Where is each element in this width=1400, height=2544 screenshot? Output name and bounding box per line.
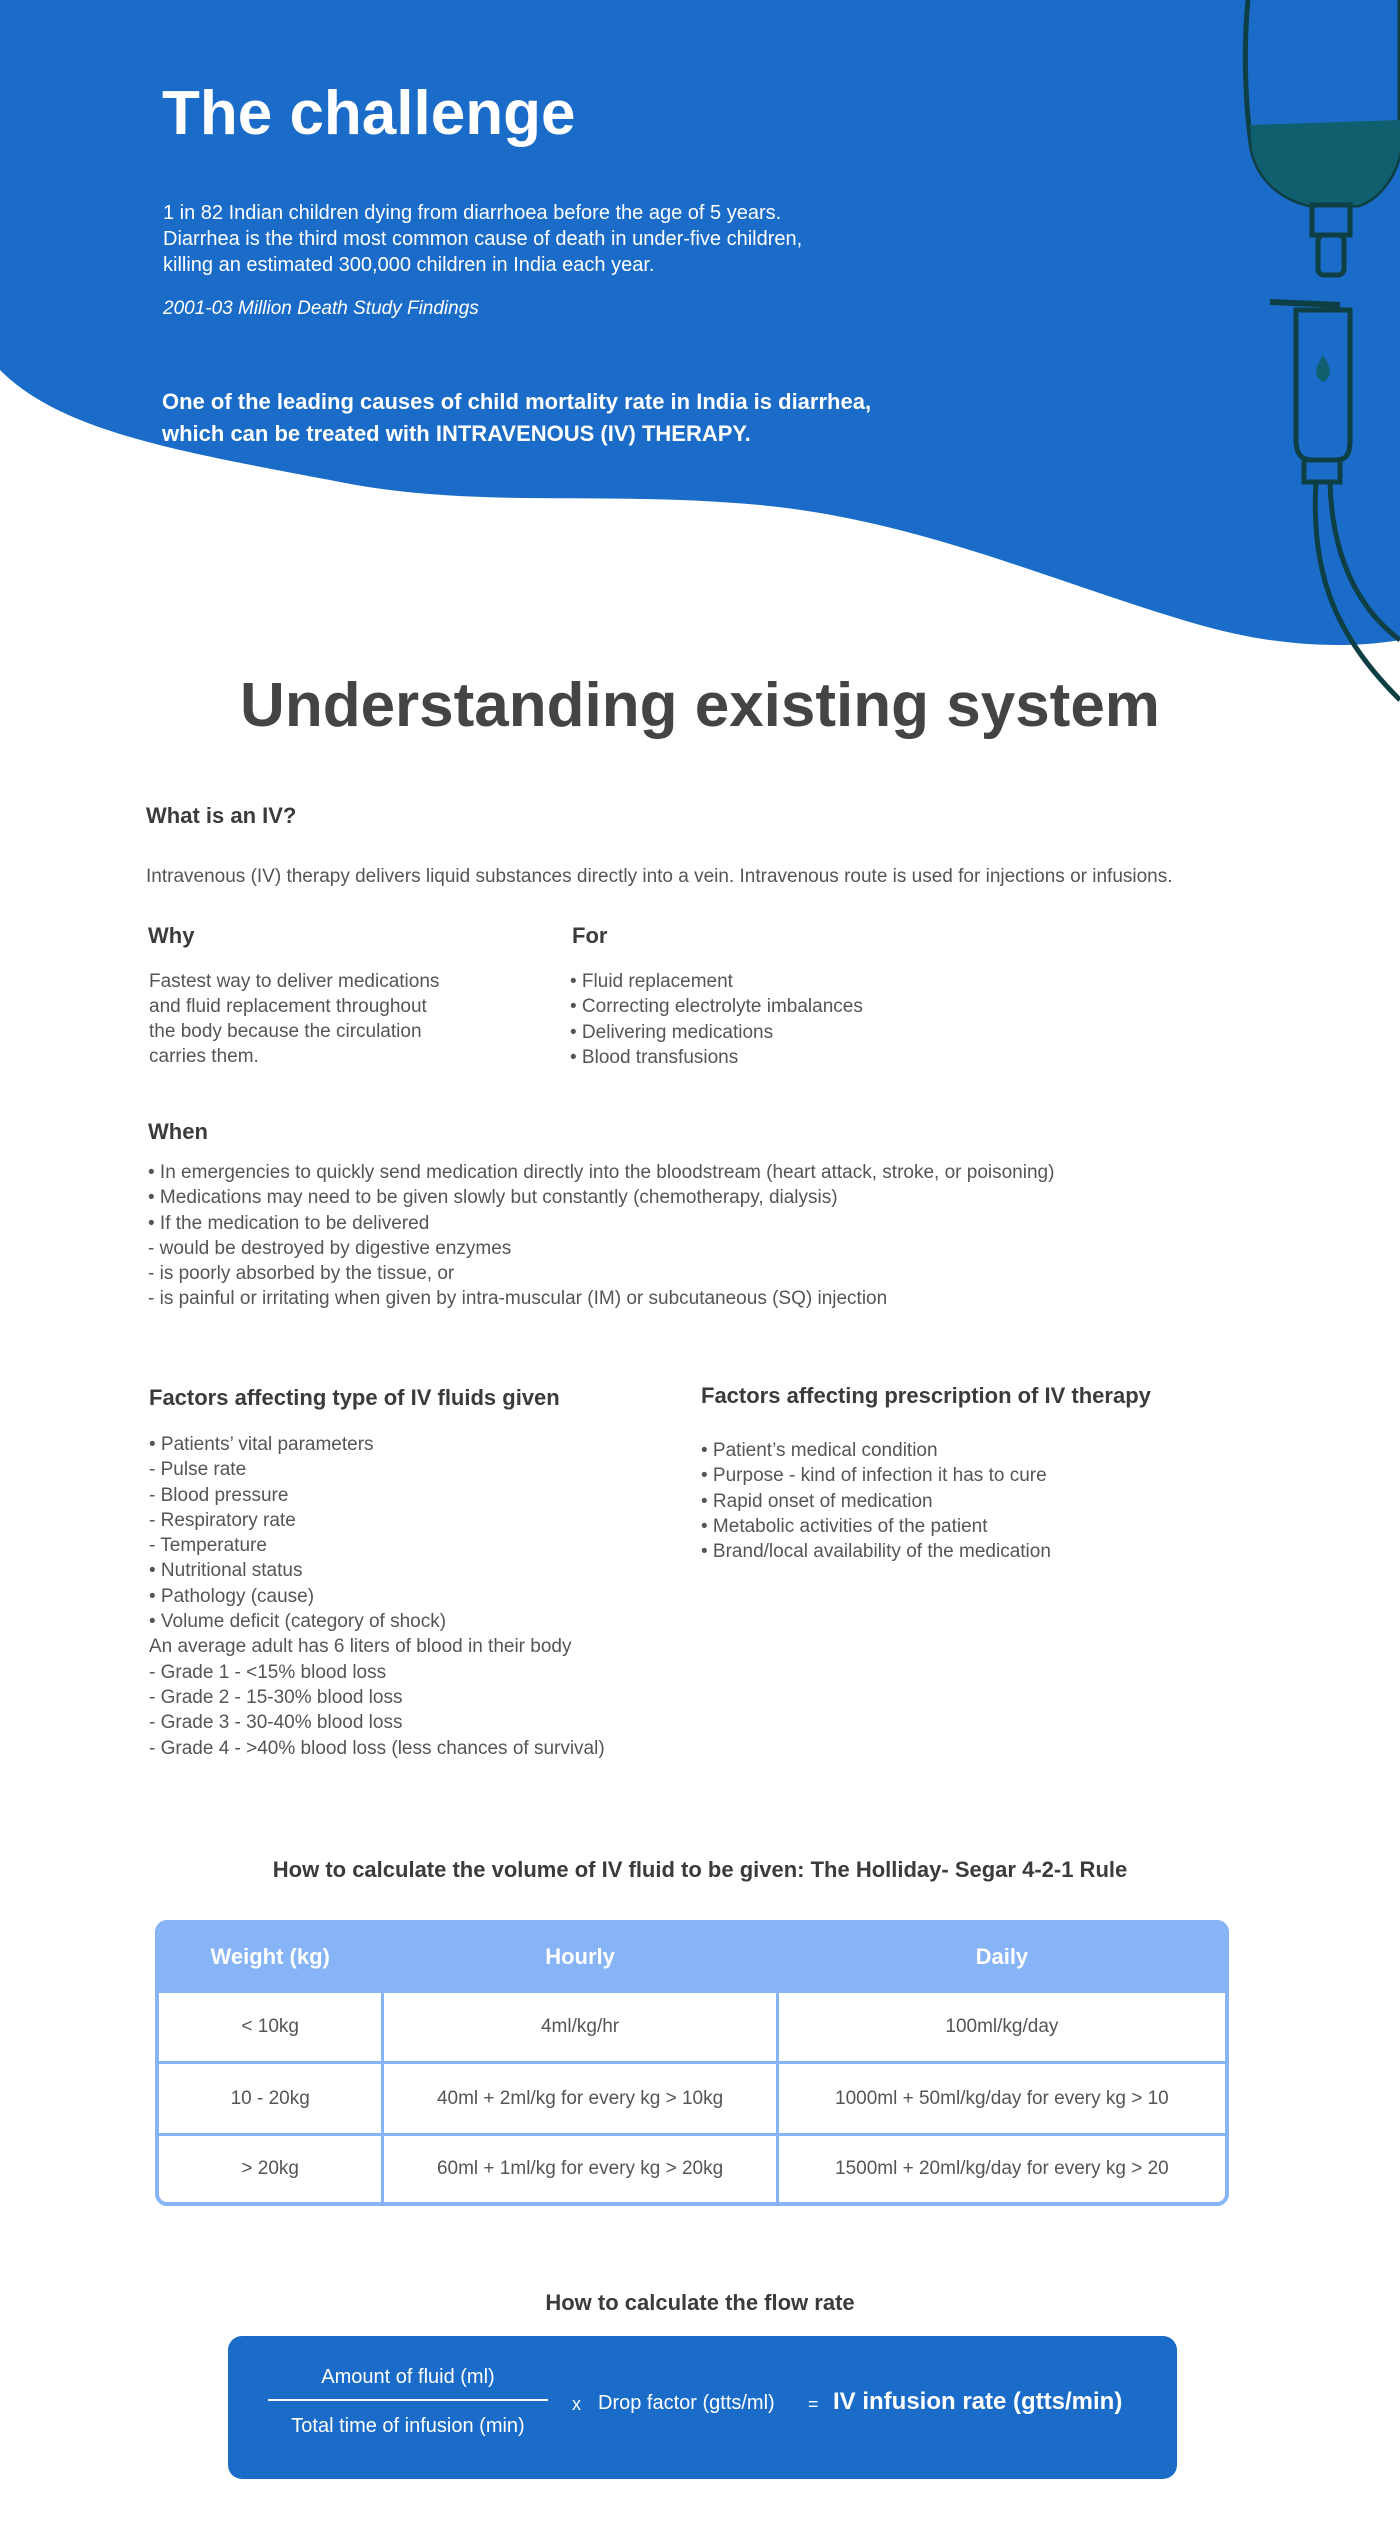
table-header-row	[159, 1924, 1225, 1992]
list-item: - Grade 3 - 30-40% blood loss	[149, 1712, 403, 1734]
list-item: • Medications may need to be given slowly but constantly (chemotherapy, dialysis)	[148, 1187, 838, 1209]
factors-type-heading: Factors affecting type of IV fluids given	[149, 1385, 560, 1410]
table-cell: 1500ml + 20ml/kg/day for every kg > 20	[777, 2134, 1225, 2202]
challenge-statement	[162, 386, 1022, 450]
table-cell: 60ml + 1ml/kg for every kg > 20kg	[383, 2134, 777, 2202]
volume-table-grid	[159, 1924, 1225, 2202]
why-line: and fluid replacement throughout	[149, 996, 427, 1017]
for-heading: For	[572, 923, 608, 948]
list-item: - Pulse rate	[149, 1459, 247, 1481]
list-item: • Brand/local availability of the medication	[701, 1541, 1051, 1563]
list-item: • Metabolic activities of the patient	[701, 1515, 988, 1537]
list-item: • Fluid replacement	[570, 971, 733, 992]
list-item: • Patients’ vital parameters	[149, 1434, 374, 1455]
list-item: • In emergencies to quickly send medication directly into the bloodstream (heart attack, stroke, or poisoning)	[148, 1162, 1055, 1183]
challenge-statement-line: One of the leading causes of child mortality rate in India is diarrhea,	[162, 389, 872, 414]
column-header-weight: Weight (kg)	[159, 1924, 383, 1992]
challenge-statement-line: which can be treated with INTRAVENOUS (IV) THERAPY.	[162, 421, 751, 446]
factors-type-list	[149, 1432, 709, 1761]
challenge-section	[0, 0, 1400, 660]
challenge-body-line: killing an estimated 300,000 children in India each year.	[163, 254, 655, 276]
list-item: - Respiratory rate	[149, 1509, 296, 1531]
list-item: - is painful or irritating when given by intra-muscular (IM) or subcutaneous (SQ) injection	[148, 1288, 888, 1310]
list-item: - Grade 4 - >40% blood loss (less chances of survival)	[149, 1737, 605, 1759]
table-cell: < 10kg	[159, 1992, 383, 2063]
list-item: - Temperature	[149, 1535, 267, 1557]
list-item: • Pathology (cause)	[149, 1585, 315, 1607]
factors-prescription-heading: Factors affecting prescription of IV therapy	[701, 1383, 1151, 1408]
what-heading: What is an IV?	[146, 803, 297, 828]
list-item: • Patient’s medical condition	[701, 1440, 938, 1461]
formula-result: IV infusion rate (gtts/min)	[833, 2388, 1123, 2415]
list-item: • Correcting electrolyte imbalances	[570, 996, 863, 1018]
challenge-body	[163, 200, 863, 278]
table-cell: > 20kg	[159, 2134, 383, 2202]
volume-table	[155, 1920, 1229, 2206]
why-line: the body because the circulation	[149, 1021, 422, 1042]
why-line: carries them.	[149, 1046, 259, 1067]
list-item: An average adult has 6 liters of blood in their body	[149, 1636, 572, 1658]
list-item: • If the medication to be delivered	[148, 1212, 430, 1234]
list-item: - would be destroyed by digestive enzymes	[148, 1237, 512, 1259]
list-item: • Volume deficit (category of shock)	[149, 1611, 447, 1633]
formula-fraction	[268, 2366, 548, 2438]
list-item: • Nutritional status	[149, 1560, 303, 1582]
factors-prescription-list	[701, 1438, 1261, 1564]
list-item: • Delivering medications	[570, 1021, 774, 1043]
list-item: - Grade 2 - 15-30% blood loss	[149, 1686, 403, 1708]
table-cell: 4ml/kg/hr	[383, 1992, 777, 2063]
list-item: • Purpose - kind of infection it has to cure	[701, 1465, 1047, 1487]
formula-numerator: Amount of fluid (ml)	[321, 2366, 495, 2388]
list-item: • Rapid onset of medication	[701, 1490, 933, 1512]
table-cell: 1000ml + 50ml/kg/day for every kg > 10	[777, 2063, 1225, 2134]
challenge-body-line: Diarrhea is the third most common cause of death in under-five children,	[163, 228, 803, 250]
flow-rate-title: How to calculate the flow rate	[545, 2290, 855, 2315]
why-text	[149, 969, 509, 1069]
column-header-hourly: Hourly	[383, 1924, 777, 1992]
table-row	[159, 2063, 1225, 2134]
when-heading: When	[148, 1119, 208, 1144]
list-item: - Grade 1 - <15% blood loss	[149, 1661, 387, 1683]
flow-rate-formula	[228, 2336, 1177, 2479]
table-cell: 40ml + 2ml/kg for every kg > 10kg	[383, 2063, 777, 2134]
table-cell: 10 - 20kg	[159, 2063, 383, 2134]
table-row	[159, 1992, 1225, 2063]
formula-drop-factor: Drop factor (gtts/ml)	[598, 2392, 775, 2414]
challenge-body-line: 1 in 82 Indian children dying from diarrhoea before the age of 5 years.	[163, 202, 782, 224]
challenge-source: 2001-03 Million Death Study Findings	[163, 298, 479, 319]
when-list	[148, 1160, 1298, 1312]
table-cell: 100ml/kg/day	[777, 1992, 1225, 2063]
why-heading: Why	[148, 923, 195, 948]
equals-sign: =	[808, 2394, 819, 2414]
table-row	[159, 2134, 1225, 2202]
list-item: - Blood pressure	[149, 1484, 289, 1506]
what-text: Intravenous (IV) therapy delivers liquid substances directly into a vein. Intravenous route is used for injections or infusions.	[146, 866, 1173, 887]
formula-denominator: Total time of infusion (min)	[291, 2415, 525, 2437]
why-line: Fastest way to deliver medications	[149, 971, 440, 992]
list-item: • Blood transfusions	[570, 1046, 739, 1068]
understanding-title: Understanding existing system	[240, 671, 1160, 740]
challenge-title: The challenge	[162, 79, 576, 148]
column-header-daily: Daily	[777, 1924, 1225, 1992]
volume-table-title: How to calculate the volume of IV fluid to be given: The Holliday- Segar 4-2-1 Rule	[272, 1857, 1128, 1882]
multiply-sign: x	[572, 2394, 581, 2414]
list-item: - is poorly absorbed by the tissue, or	[148, 1263, 455, 1285]
for-list	[570, 969, 970, 1070]
